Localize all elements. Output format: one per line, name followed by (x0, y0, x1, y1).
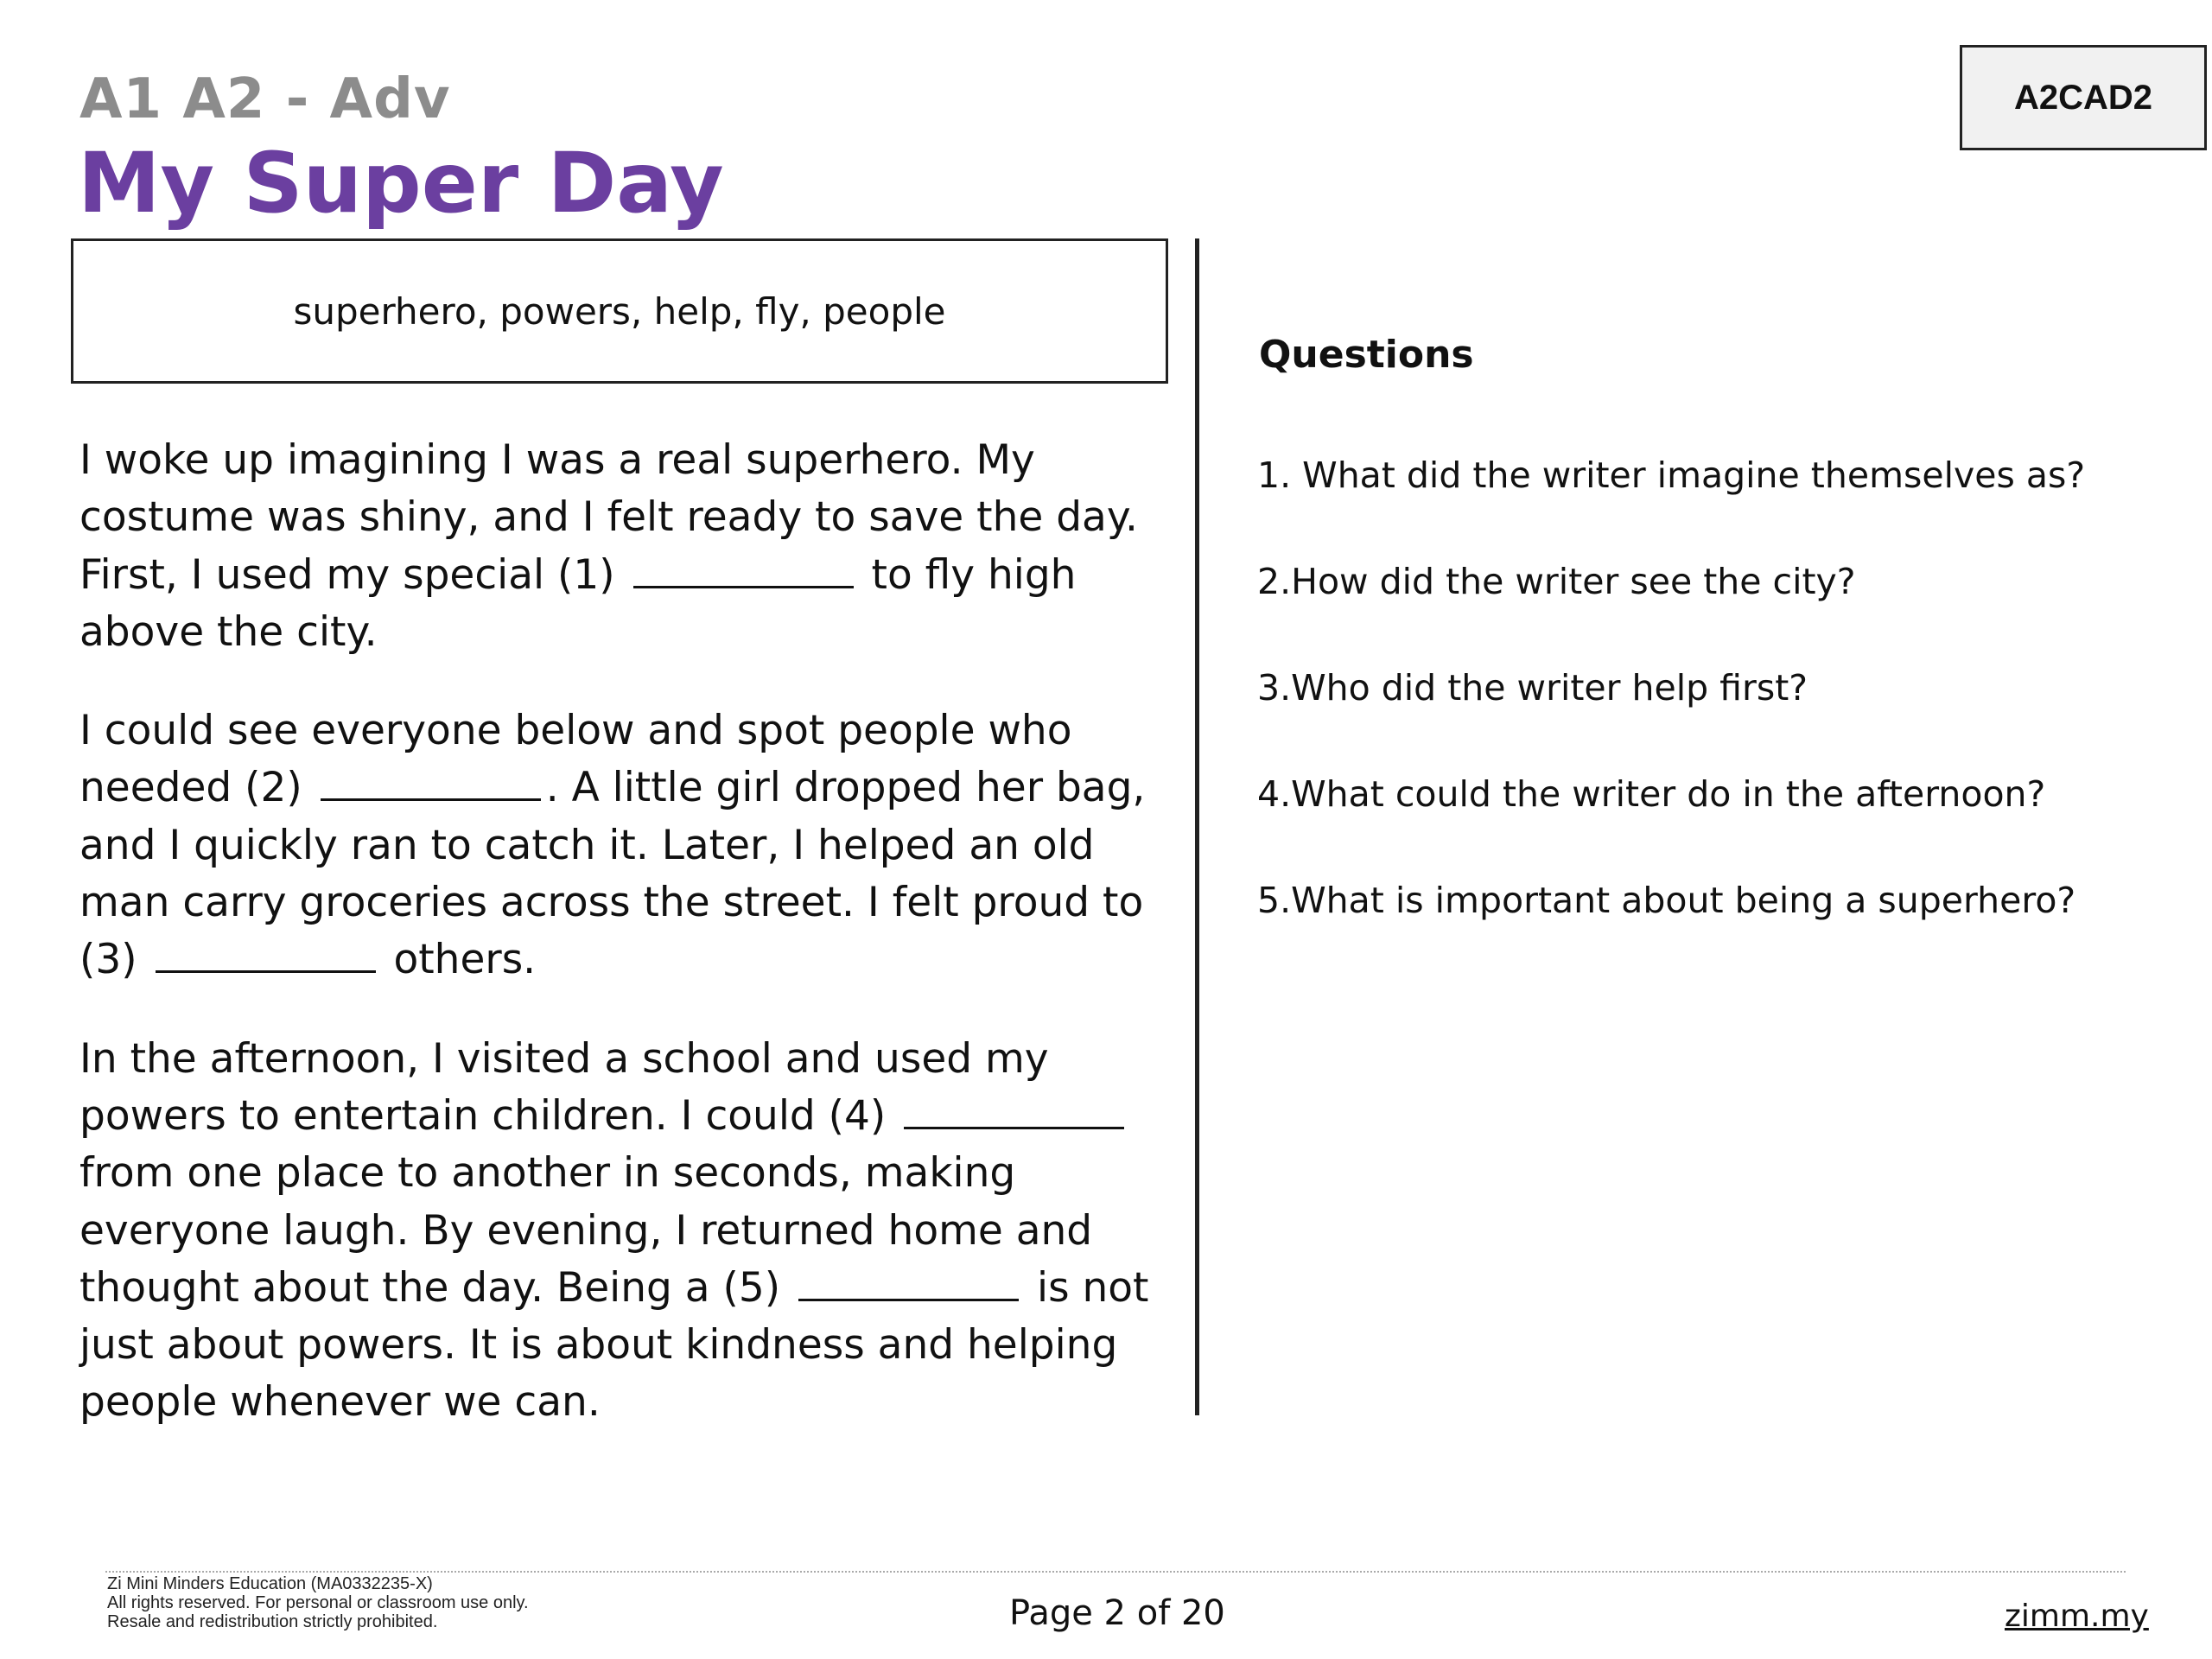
passage-text: . A little girl dropped her bag, and I quickly ran to catch it. Later, I helped an old man carry groceries across the street. I felt proud to (3) (79, 764, 1146, 984)
worksheet-code-box (1960, 45, 2207, 150)
passage-paragraph-3 (79, 1031, 1185, 1432)
passage-text: others. (393, 936, 537, 984)
worksheet-code: A2CAD2 (2013, 78, 2153, 117)
passage-paragraph-2 (79, 702, 1185, 988)
footer-resale: Resale and redistribution strictly prohibited. (107, 1612, 438, 1631)
column-divider (1195, 238, 1199, 1415)
website-link[interactable]: zimm.my (2005, 1599, 2149, 1634)
question-item: 2.How did the writer see the city? (1257, 561, 1856, 602)
footer-divider (105, 1571, 2126, 1573)
questions-list (1257, 454, 2190, 986)
worksheet-title: My Super Day (78, 135, 724, 232)
footer-rights: All rights reserved. For personal or classroom use only. (107, 1593, 529, 1612)
blank-1 (633, 551, 854, 588)
footer-org: Zi Mini Minders Education (MA0332235-X) (107, 1574, 433, 1593)
passage-text: In the afternoon, I visited a school and used my powers to entertain children. I could (4) (79, 1034, 1049, 1140)
reading-passage (79, 432, 1185, 1473)
blank-5 (798, 1264, 1019, 1301)
blank-4 (904, 1092, 1124, 1129)
passage-paragraph-1 (79, 432, 1185, 661)
passage-text: to fly high above the city. (79, 550, 1077, 656)
question-item: 4.What could the writer do in the afternoon? (1257, 773, 2046, 815)
blank-3 (156, 936, 376, 973)
word-bank-text: superhero, powers, help, fly, people (293, 289, 946, 333)
blank-2 (321, 764, 541, 801)
worksheet-level: A1 A2 - Adv (79, 67, 451, 131)
footer-copyright (107, 1574, 529, 1631)
passage-text: from one place to another in seconds, making everyone laugh. By evening, I returned home and thought about the day. Being a (5) (79, 1149, 1093, 1312)
page-number: Page 2 of 20 (1009, 1593, 1225, 1633)
passage-text: I woke up imagining I was a real superhero. My costume was shiny, and I felt ready to save the day. First, I used my special (1) (79, 436, 1138, 599)
passage-text: is not just about powers. It is about kindness and helping people whenever we can. (79, 1263, 1149, 1427)
question-item: 3.Who did the writer help first? (1257, 667, 1808, 709)
question-item: 1. What did the writer imagine themselves as? (1257, 454, 2086, 496)
word-bank-box (71, 238, 1168, 384)
questions-heading: Questions (1259, 333, 1474, 377)
passage-text: I could see everyone below and spot people who needed (2) (79, 707, 1072, 812)
question-item: 5.What is important about being a superhero? (1257, 880, 2076, 921)
